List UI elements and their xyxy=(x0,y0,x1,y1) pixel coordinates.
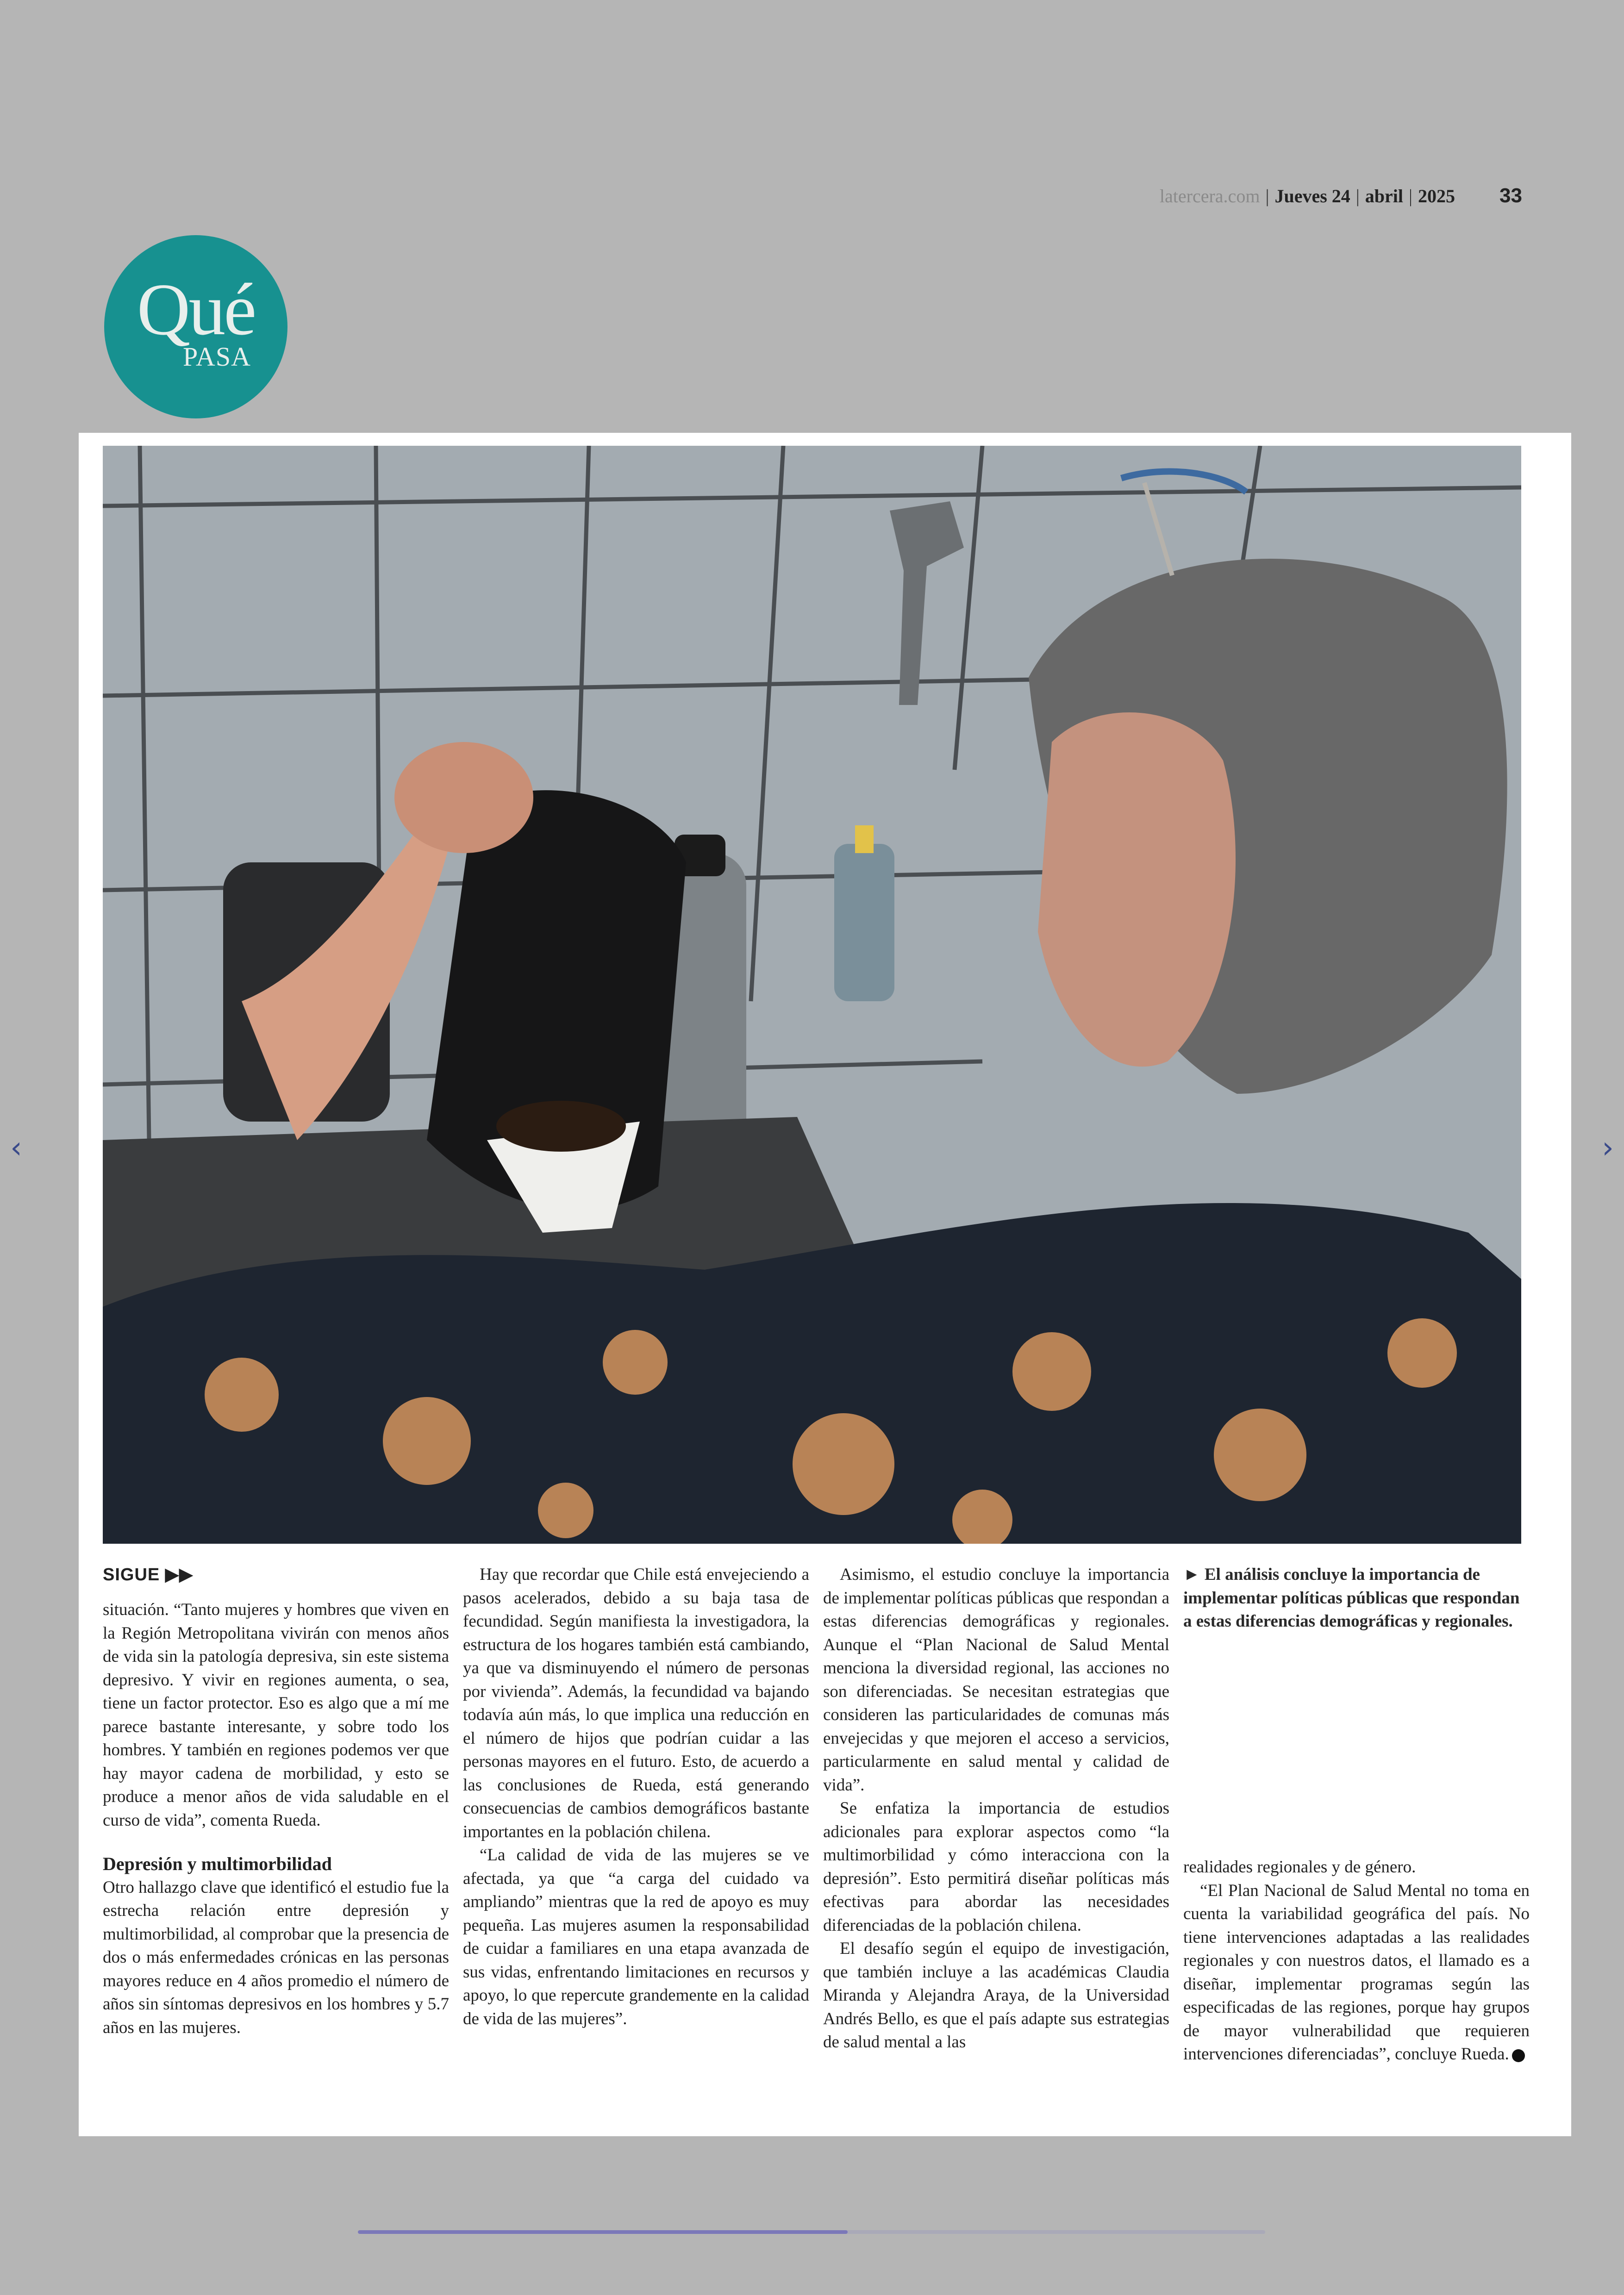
paragraph: situación. “Tanto mujeres y hombres que viven en la Región Metropolitana vivirán con menos años de vida sin la patología depresiva, sin este sistema depresivo. Y vivir en regiones aumenta, o sea, tiene un factor protector. Eso es algo que a mí me parece bastante interesante, y sobre todo los hombres. Y también en regiones podemos ver que hay mayor cadena de morbilidad, y esto se produce a menor años de vida saludable en el curso de vida”, comenta Rueda. xyxy=(103,1600,449,1830)
next-page-button[interactable]: › xyxy=(1602,1131,1614,1165)
paragraph: realidades regionales y de género. xyxy=(1183,1858,1416,1877)
page-number: 33 xyxy=(1499,184,1522,207)
article-column-4 xyxy=(1183,1563,1530,2064)
paragraph: Asimismo, el estudio concluye la importancia de implementar políticas públicas que respondan a estas diferencias demográficas y regionales. Aunque el “Plan Nacional de Salud Mental menciona la diversidad regional, las acciones no son diferenciadas. Se necesitan estrategias que consideren las particularidades de comunas más envejecidas y que mejoren el acceso a servicios, particularmente en salud mental y calidad de vida”. xyxy=(823,1565,1169,1795)
pull-quote: ► El análisis concluye la importancia de implementar políticas públicas que respondan a estas diferencias demográficas y regionales. xyxy=(1183,1565,1520,1631)
logo-que: Qué xyxy=(137,268,255,350)
section-subheading: Depresión y multimorbilidad xyxy=(103,1853,332,1874)
date-month: abril xyxy=(1365,186,1404,206)
continue-label: SIGUE ▶▶ xyxy=(103,1565,194,1584)
end-of-article-icon xyxy=(1512,2049,1525,2062)
magazine-page xyxy=(79,433,1571,2136)
paragraph: “La calidad de vida de las mujeres se ve afectada, ya que “a carga del cuidado va ampliando” mientras que la red de apoyo es muy pequeña. Las mujeres asumen la responsabilidad de cuidar a familiares en una etapa avanzada de sus vidas, enfrentando limitaciones en recursos y apoyo, lo que repercute grandemente en la calidad de vida de las mujeres”. xyxy=(463,1846,809,2028)
site-name: latercera.com xyxy=(1159,186,1260,206)
previous-page-button[interactable]: ‹ xyxy=(10,1131,22,1165)
date-year: 2025 xyxy=(1418,186,1455,206)
logo-pasa: PASA xyxy=(183,342,251,372)
photo-illustration xyxy=(103,446,1521,1544)
column-4-tail xyxy=(1183,1856,1530,2066)
paragraph: Otro hallazgo clave que identificó el estudio fue la estrecha relación entre depresión y multimorbilidad, al comprobar que la presencia de dos o más enfermedades crónicas en las personas mayores reduce en 4 años promedio el número de años sin síntomas depresivos en los hombres y 5.7 años en las mujeres. xyxy=(103,1877,449,2037)
paragraph: Hay que recordar que Chile está envejeciendo a pasos acelerados, debido a su baja tasa de fecundidad. Según manifiesta la investigadora, la estructura de los hogares también está cambiando, ya que va disminuyendo el número de personas por vivienda”. Además, la fecundidad va bajando todavía aún más, lo que implica una reducción en el número de hijos que podrían cuidar a las personas mayores en el futuro. Esto, de acuerdo a las conclusiones de Rueda, está generando consecuencias de cambios demográficos bastante importantes en la población chilena. xyxy=(463,1565,809,1841)
date-day: Jueves 24 xyxy=(1274,186,1350,206)
paragraph: “El Plan Nacional de Salud Mental no toma en cuenta la variabilidad geográfica del país. No tiene intervenciones adaptadas a las realidades regionales y con nuestros datos, el llamado es a diseñar, implementar programas según las especificadas de las regiones, porque hay grupos de mayor vulnerabilidad que requieren intervenciones diferenciadas”, concluye Rueda. xyxy=(1183,1881,1530,2064)
paragraph: El desafío según el equipo de investigación, que también incluye a las académicas Claudia Miranda y Alejandra Araya, de la Universidad Andrés Bello, es que el país adapte sus estrategias de salud mental a las xyxy=(823,1939,1169,2052)
article-photo xyxy=(103,446,1521,1544)
paragraph: Se enfatiza la importancia de estudios adicionales para explorar aspectos como “la multimorbilidad y cómo interacciona con la depresión”. Esto permitirá diseñar políticas más efectivas para abordar las necesidades diferenciadas de la población chilena. xyxy=(823,1799,1169,1935)
que-pasa-logo xyxy=(104,235,287,418)
article-column-3 xyxy=(823,1563,1169,2054)
article-column-1 xyxy=(103,1563,449,2039)
reading-progress-bar[interactable] xyxy=(358,2230,1265,2234)
article-column-2 xyxy=(463,1563,809,2031)
reading-progress-fill xyxy=(358,2230,848,2234)
page-header-info: latercera.com | Jueves 24 | abril | 2025 33 xyxy=(1159,184,1522,207)
